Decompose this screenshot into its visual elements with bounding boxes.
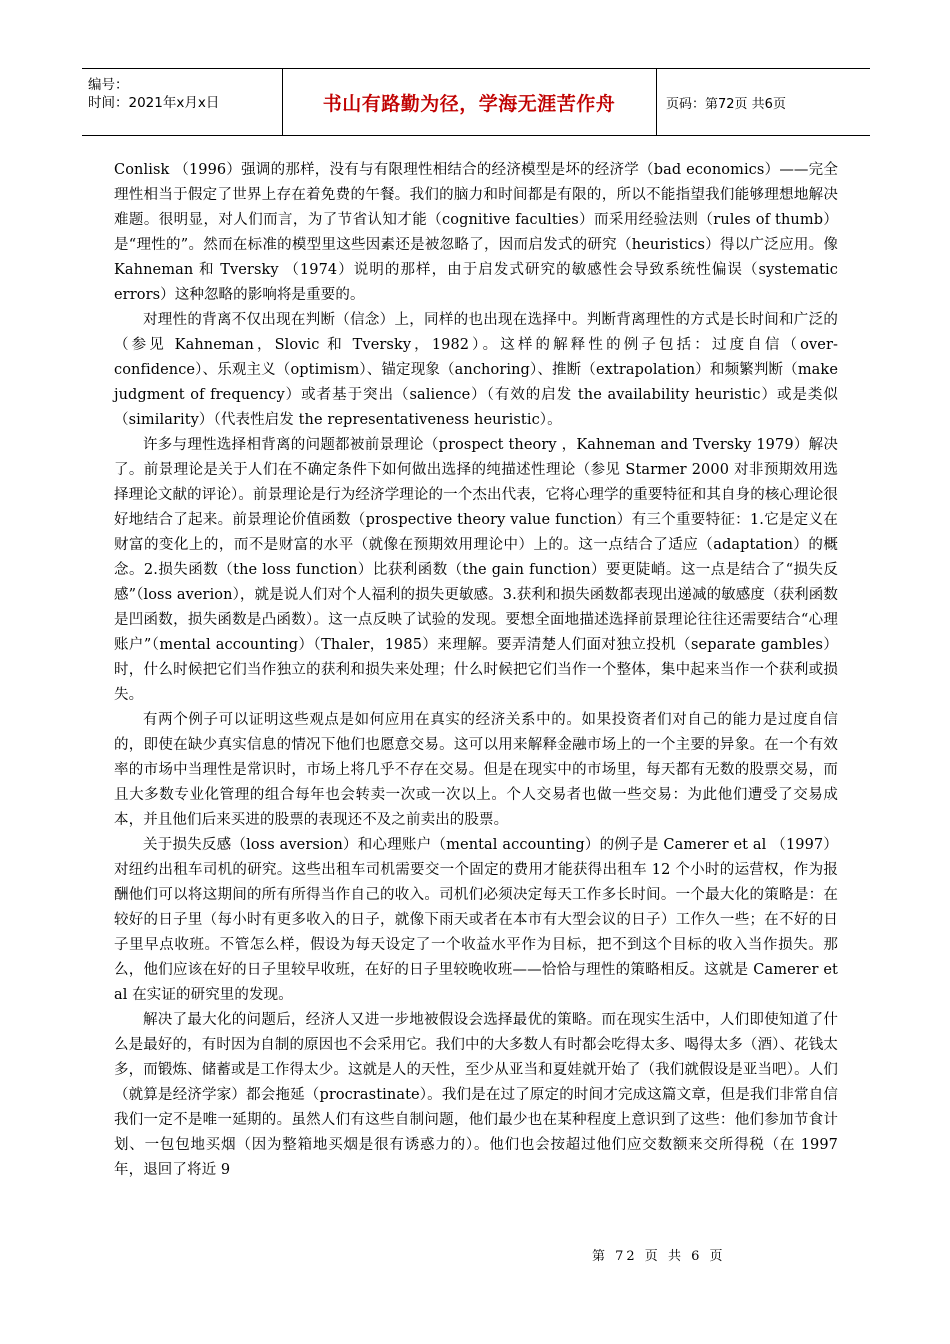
header-page-info bbox=[656, 69, 870, 135]
page-info-text: 页码：第72页 共6页 bbox=[666, 96, 786, 112]
paragraph: Conlisk （1996）强调的那样，没有与有限理性相结合的经济模型是坏的经济学（bad economics）——完全理性相当于假定了世界上存在着免费的午餐。我们的脑力和时间都是有限的，所以不能指望我们能够理想地解决难题。很明显，对人们而言，为了节省认知才能（cognitive faculties）而采用经验法则（rules of thumb）是“理性的”。然而在标准的模型里这些因素还是被忽略了，因而启发式的研究（heuristics）得以广泛应用。像 Kahneman 和 Tversky （1974）说明的那样，由于启发式研究的敏感性会导致系统性偏误（systematic errors）这种忽略的影响将是重要的。 bbox=[114, 162, 838, 303]
time-label: 时间：2021年x月x日 bbox=[88, 95, 220, 111]
header-meta bbox=[82, 69, 283, 135]
paragraph: 有两个例子可以证明这些观点是如何应用在真实的经济关系中的。如果投资者们对自己的能力是过度自信的，即使在缺少真实信息的情况下他们也愿意交易。这可以用来解释金融市场上的一个主要的异象。在一个有效率的市场中当理性是常识时，市场上将几乎不存在交易。但是在现实中的市场里，每天都有无数的股票交易，而且大多数专业化管理的组合每年也会转卖一次或一次以上。个人交易者也做一些交易：为此他们遭受了交易成本，并且他们后来买进的股票的表现还不及之前卖出的股票。 bbox=[114, 712, 838, 828]
header-motto: 书山有路勤为径，学海无涯苦作舟 bbox=[282, 69, 657, 135]
paragraph: 解决了最大化的问题后，经济人又进一步地被假设会选择最优的策略。而在现实生活中，人们即使知道了什么是最好的，有时因为自制的原因也不会采用它。我们中的大多数人有时都会吃得太多、喝得太多（酒）、花钱太多，而锻炼、储蓄或是工作得太少。这就是人的天性，至少从亚当和夏娃就开始了（我们就假设是亚当吧）。人们（就算是经济学家）都会拖延（procrastinate）。我们是在过了原定的时间才完成这篇文章，但是我们非常自信我们一定不是唯一延期的。虽然人们有这些自制问题，他们最少也在某种程度上意识到了这些：他们参加节食计划、一包包地买烟（因为整箱地买烟是很有诱惑力的）。他们也会按超过他们应交数额来交所得税（在 1997 年，退回了将近 9 bbox=[114, 1012, 838, 1178]
body-text bbox=[114, 158, 838, 1183]
paragraph: 许多与理性选择相背离的问题都被前景理论（prospect theory ，Kahneman and Tversky 1979）解决了。前景理论是关于人们在不确定条件下如何做出选择的纯描述性理论（参见 Starmer 2000 对非预期效用选择理论文献的评论）。前景理论是行为经济学理论的一个杰出代表，它将心理学的重要特征和其自身的核心理论很好地结合了起来。前景理论价值函数（prospective theory value function）有三个重要特征：1.它是定义在财富的变化上的，而不是财富的水平（就像在预期效用理论中）上的。这一点结合了适应（adaptation）的概念。2.损失函数（the loss function）比获利函数（the gain function）要更陡峭。这一点是结合了“损失反感”（loss averion），就是说人们对个人福利的损失更敏感。3.获利和损失函数都表现出递减的敏感度（获利函数是凹函数，损失函数是凸函数）。这一点反映了试验的发现。要想全面地描述选择前景理论往往还需要结合“心理账户”（mental accounting）（Thaler，1985）来理解。要弄清楚人们面对独立投机（separate gambles）时，什么时候把它们当作独立的获利和损失来处理；什么时候把它们当作一个整体，集中起来当作一个获利或损失。 bbox=[114, 437, 838, 703]
page-footer: 第 72 页 共 6 页 bbox=[592, 1249, 726, 1264]
serial-label: 编号： bbox=[88, 77, 129, 93]
paragraph: 关于损失反感（loss aversion）和心理账户（mental accounting）的例子是 Camerer et al （1997）对纽约出租车司机的研究。这些出租车司机需要交一个固定的费用才能获得出租车 12 个小时的运营权，作为报酬他们可以将这期间的所有所得当作自己的收入。司机们必须决定每天工作多长时间。一个最大化的策略是：在较好的日子里（每小时有更多收入的日子，就像下雨天或者在本市有大型会议的日子）工作久一些；在不好的日子里早点收班。不管怎么样，假设为每天设定了一个收益水平作为目标，把不到这个目标的收入当作损失。那么，他们应该在好的日子里较早收班，在好的日子里较晚收班——恰恰与理性的策略相反。这就是 Camerer et al 在实证的研究里的发现。 bbox=[114, 837, 838, 1003]
paragraph: 对理性的背离不仅出现在判断（信念）上，同样的也出现在选择中。判断背离理性的方式是长时间和广泛的（参见 Kahneman，Slovic 和 Tversky，1982）。这样的解释性的例子包括：过度自信（over-confidence）、乐观主义（optimism）、锚定现象（anchoring）、推断（extrapolation）和频繁判断（make judgment of frequency）或者基于突出（salience）（有效的启发 the availability heuristic）或是类似（similarity）（代表性启发 the representativeness heuristic）。 bbox=[114, 312, 838, 428]
page-header bbox=[82, 68, 870, 136]
